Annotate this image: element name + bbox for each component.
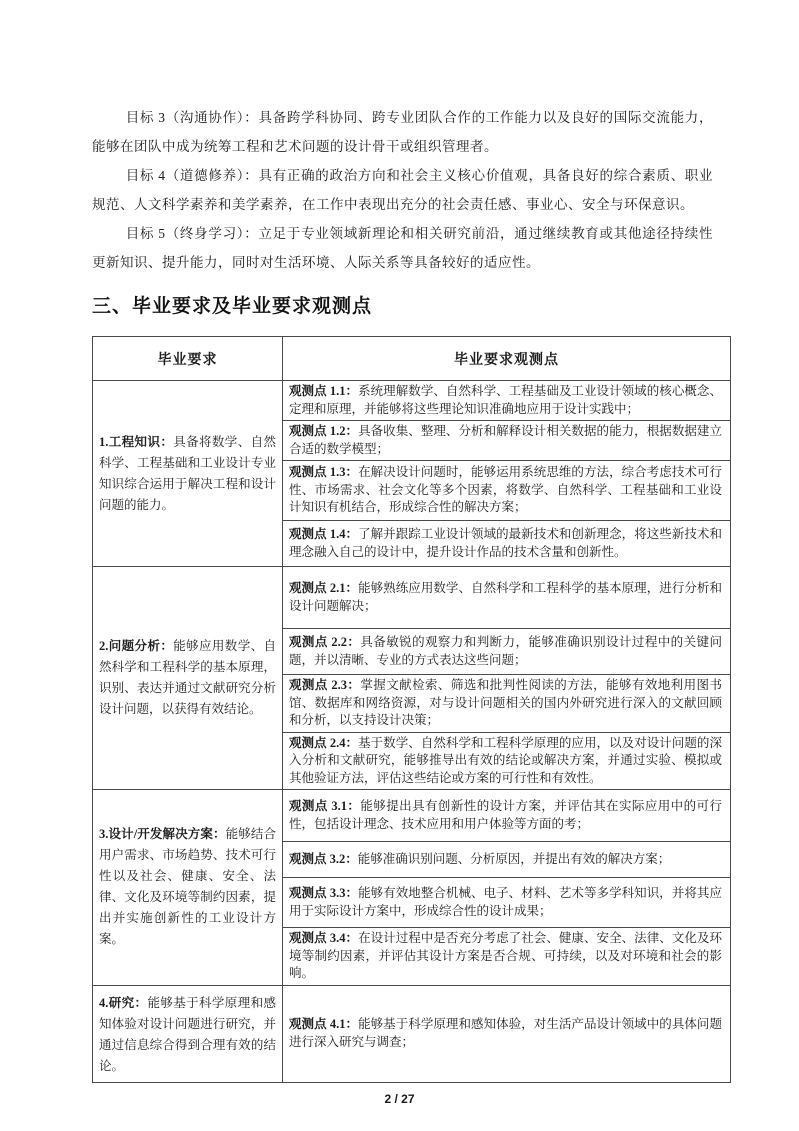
paragraph-goal-4: 目标 4（道德修养）：具有正确的政治方向和社会主义核心价值观，具备良好的综合素质、职业规范、人文科学素养和美学素养，在工作中表现出充分的社会责任感、事业心、安全与环保意识。 (92, 168, 713, 212)
observation-label: 观测点 2.2： (289, 635, 361, 649)
observation-cell-3-2 (283, 842, 731, 878)
table-row (93, 790, 731, 842)
observation-label: 观测点 1.1： (289, 384, 359, 398)
observation-text: 基于数学、自然科学和工程科学原理的应用，以及对设计问题的深入分析和文献研究，能够推导出有效的结论或解决方案，并通过实验、模拟或其他验证方法，评估这些结论或方案的可行性和有效性。 (289, 735, 722, 785)
observation-text: 能够提出具有创新性的设计方案，并评估其在实际应用中的可行性，包括设计理念、技术应用和用户体验等方面的考； (289, 799, 722, 831)
observation-text: 在解决设计问题时，能够运用系统思维的方法，综合考虑技术可行性、市场需求、社会文化等多个因素，将数学、自然科学、工程基础和工业设计知识有机结合，形成综合性的解决方案； (289, 465, 722, 515)
header-requirement: 毕业要求 (93, 337, 283, 381)
observation-text: 了解并跟踪工业设计领域的最新技术和创新理念，将这些新技术和理念融入自己的设计中，提升设计作品的技术含量和创新性。 (289, 527, 722, 559)
observation-cell-1-1 (283, 381, 731, 421)
observation-text: 具备敏锐的观察力和判断力，能够准确识别设计过程中的关键问题，并以清晰、专业的方式表达这些问题； (289, 635, 722, 667)
requirement-cell-3 (93, 790, 283, 986)
observation-label: 观测点 3.4： (289, 931, 359, 945)
observation-cell-1-2 (283, 421, 731, 461)
observation-cell-2-4 (283, 732, 731, 790)
observation-text: 掌握文献检索、筛选和批判性阅读的方法，能够有效地利用图书馆、数据库和网络资源，对与设计问题相关的国内外研究进行深入的文献回顾和分析，以支持设计决策； (289, 678, 722, 727)
table-header-row (93, 337, 731, 381)
requirement-text: 能够基于科学原理和感知体验对设计问题进行研究，并通过信息综合得到合理有效的结论。 (99, 995, 276, 1073)
observation-cell-1-3 (283, 461, 731, 521)
observation-cell-3-4 (283, 928, 731, 986)
requirement-lead: 2.问题分析： (99, 639, 174, 653)
observation-label: 观测点 4.1： (289, 1017, 359, 1031)
observation-cell-3-3 (283, 878, 731, 928)
observation-cell-3-1 (283, 790, 731, 842)
requirement-cell-2 (93, 567, 283, 790)
observation-label: 观测点 1.4： (289, 527, 359, 541)
observation-label: 观测点 3.2： (289, 851, 358, 866)
observation-label: 观测点 1.2： (289, 424, 359, 438)
table-row (93, 381, 731, 421)
page-number: 2 / 27 (384, 1092, 415, 1106)
requirement-lead: 3.设计/开发解决方案： (99, 827, 226, 842)
observation-label: 观测点 3.1： (289, 799, 361, 813)
requirement-text: 能够应用数学、自然科学和工程科学的基本原理，识别、表达并通过文献研究分析设计问题，以获得有效结论。 (99, 639, 276, 716)
requirements-table (92, 336, 731, 1083)
page-content (92, 103, 722, 1083)
observation-label: 观测点 1.3： (289, 465, 359, 480)
requirement-lead: 1.工程知识： (99, 434, 174, 449)
paragraph-goal-3: 目标 3（沟通协作）：具备跨学科协同、跨专业团队合作的工作能力以及良好的国际交流能力，能够在团队中成为统筹工程和艺术问题的设计骨干或组织管理者。 (92, 110, 713, 154)
requirement-text: 具备将数学、自然科学、工程基础和工业设计专业知识综合运用于解决工程和设计问题的能力。 (99, 434, 276, 512)
observation-cell-1-4 (283, 521, 731, 567)
observation-text: 能够基于科学原理和感知体验，对生活产品设计领域中的具体问题进行深入研究与调查； (289, 1017, 722, 1049)
observation-cell-2-2 (283, 629, 731, 675)
table-row (93, 567, 731, 629)
observation-cell-2-3 (283, 675, 731, 733)
header-observation: 毕业要求观测点 (283, 337, 731, 381)
requirement-cell-4 (93, 985, 283, 1082)
observation-text: 系统理解数学、自然科学、工程基础及工业设计领域的核心概念、定理和原理，并能够将这些理论知识准确地应用于设计实践中； (289, 384, 722, 416)
observation-label: 观测点 2.4： (289, 735, 359, 750)
observation-text: 在设计过程中是否充分考虑了社会、健康、安全、法律、文化及环境等制约因素，并评估其设计方案是否合规、可持续，以及对环境和社会的影响。 (289, 931, 722, 980)
observation-cell-2-1 (283, 567, 731, 629)
observation-cell-4-1 (283, 985, 731, 1082)
observation-label: 观测点 3.3： (289, 886, 359, 900)
section-heading: 三、毕业要求及毕业要求观测点 (92, 296, 373, 317)
table-row (93, 985, 731, 1082)
observation-text: 能够熟练应用数学、自然科学和工程科学的基本原理，进行分析和设计问题解决； (289, 581, 722, 613)
observation-text: 能够准确识别问题、分析原因，并提出有效的解决方案； (357, 851, 671, 866)
requirement-lead: 4.研究： (99, 995, 148, 1010)
requirement-cell-1 (93, 381, 283, 567)
observation-text: 具备收集、整理、分析和解释设计相关数据的能力，根据数据建立合适的数学模型； (289, 424, 722, 456)
observation-text: 能够有效地整合机械、电子、材料、艺术等多学科知识，并将其应用于实际设计方案中，形成综合性的设计成果； (289, 886, 722, 918)
observation-label: 观测点 2.3： (289, 678, 361, 692)
observation-label: 观测点 2.1： (289, 581, 359, 595)
paragraph-goal-5: 目标 5（终身学习）：立足于专业领域新理论和相关研究前沿，通过继续教育或其他途径持续性更新知识、提升能力，同时对生活环境、人际关系等具备较好的适应性。 (92, 226, 713, 270)
requirement-text: 能够结合用户需求、市场趋势、技术可行性以及社会、健康、安全、法律、文化及环境等制约因素，提出并实施创新性的工业设计方案。 (99, 827, 276, 947)
